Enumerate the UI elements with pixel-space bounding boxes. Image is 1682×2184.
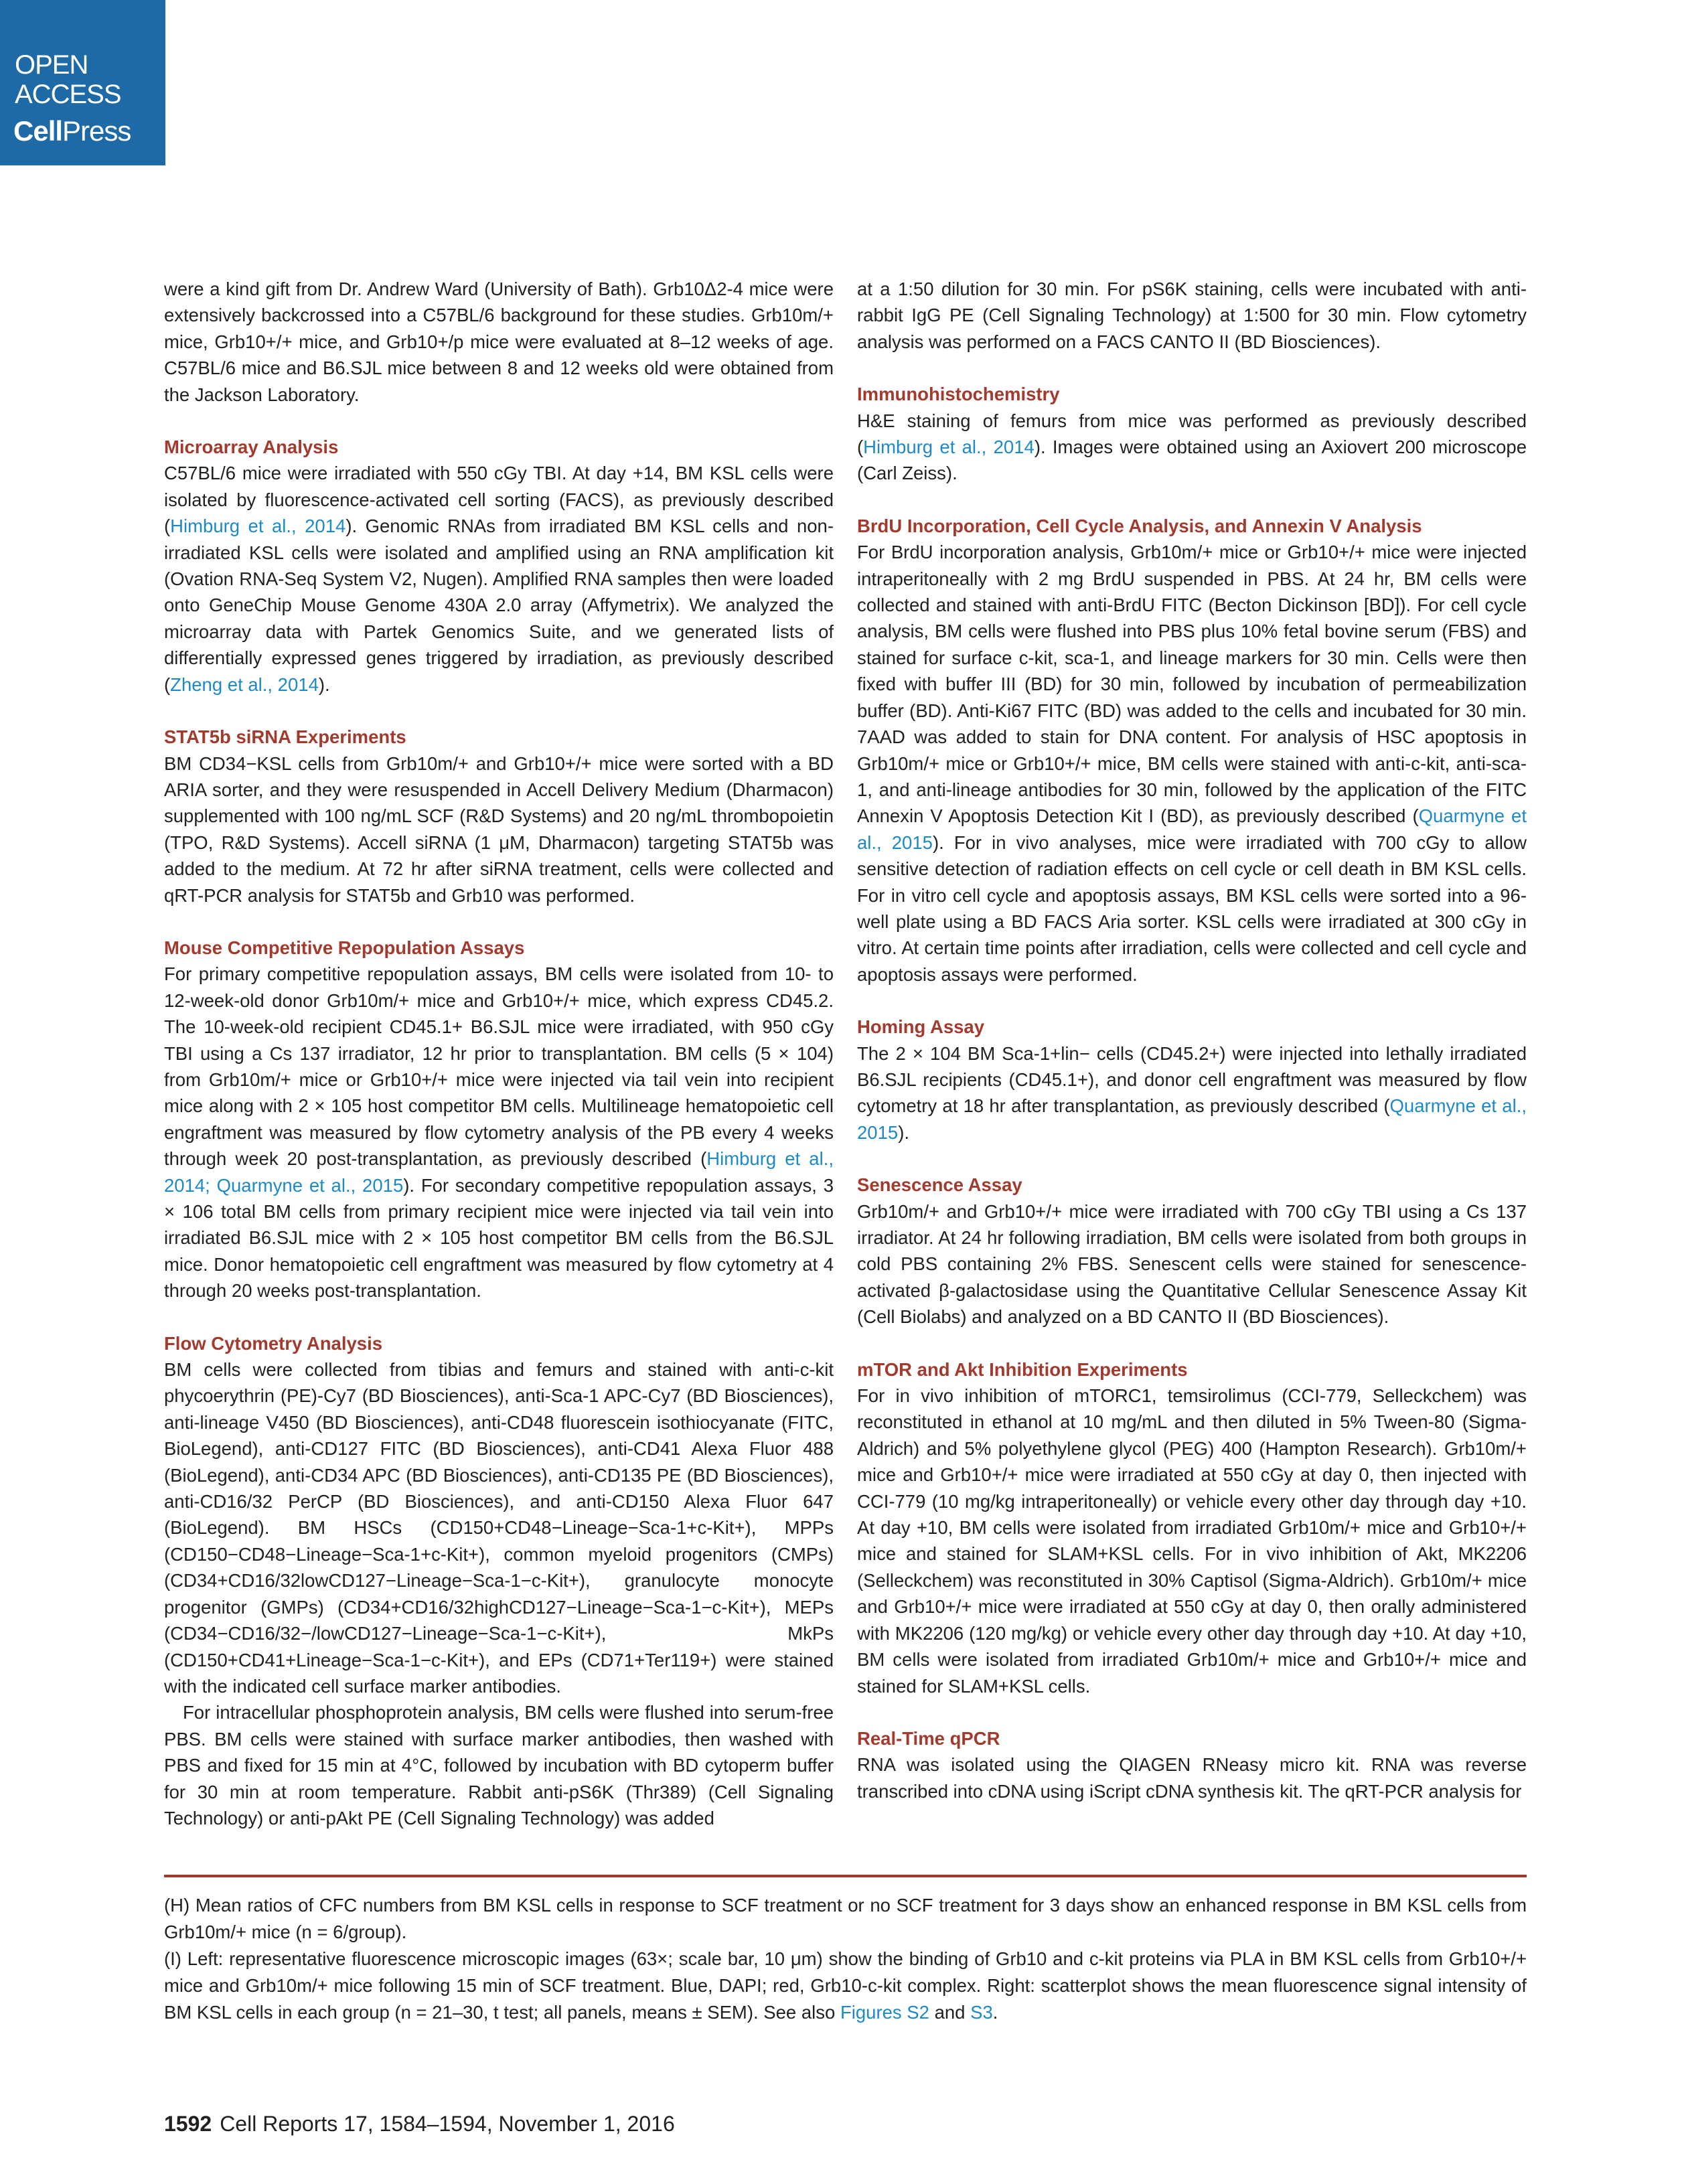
section-continuation (857, 276, 1527, 355)
paragraph: RNA was isolated using the QIAGEN RNeasy micro kit. RNA was reverse transcribed into cDNA using iScript cDNA synthesis kit. The qRT-PCR analysis for (857, 1754, 1527, 1802)
text-run: H&E staining of femurs from mice was performed as previously described ( (857, 410, 1527, 458)
citation-link[interactable]: Zheng et al., 2014 (170, 674, 319, 695)
badge-access-label: ACCESS (15, 80, 121, 109)
section-brdu (857, 487, 1527, 988)
citation-link[interactable]: Quarmyne et al., 2015 (857, 805, 1527, 853)
section-heading: Mouse Competitive Repopulation Assays (164, 937, 525, 958)
text-run: For primary competitive repopulation assays, BM cells were isolated from 10- to 12-week-old donor Grb10m/+ mice and Grb10+/+ mice, which express CD45.2. The 10-week-old recipient CD45.1+ B6.SJL mice were irradiated, with 950 cGy TBI using a Cs 137 irradiator, 12 hr prior to transplantation. BM cells (5 × 104) from Grb10m/+ mice or Grb10+/+ mice were injected via tail vein into recipient mice along with 2 × 105 host competitor BM cells. Multilineage hematopoietic cell engraftment was measured by flow cytometry analysis of the PB every 4 weeks through week 20 post-transplantation, as previously described ( (164, 963, 834, 1170)
section-heading: mTOR and Akt Inhibition Experiments (857, 1358, 1188, 1380)
text-run: The 2 × 104 BM Sca-1+lin− cells (CD45.2+) were injected into lethally irradiated B6.SJL recipients (CD45.1+), and donor cell engraftment was measured by flow cytometry at 18 hr after transplantation, as previously described ( (857, 1042, 1527, 1117)
text-run: . (992, 2002, 998, 2023)
text-run: (I) Left: representative fluorescence microscopic images (63×; scale bar, 10 μm) show the binding of Grb10 and c-kit proteins via PLA in BM KSL cells from Grb10+/+ mice and Grb10m/+ mice following 15 min of SCF treatment. Blue, DAPI; red, Grb10-c-kit complex. Right: scatterplot shows the mean fluorescence signal intensity of BM KSL cells in each group (n = 21–30, t test; all panels, means ± SEM). See also (164, 1948, 1527, 2023)
section-repopulation (164, 909, 834, 1304)
section-heading: BrdU Incorporation, Cell Cycle Analysis, and Annexin V Analysis (857, 515, 1422, 536)
text-run: ). For secondary competitive repopulation assays, 3 × 106 total BM cells from primary recipient mice were injected via tail vein into irradiated B6.SJL mice with 2 × 105 host competitor BM cells from the B6.SJL mice. Donor hematopoietic cell engraftment was measured by flow cytometry at 4 through 20 weeks post-transplantation. (164, 1174, 834, 1302)
logo-press: Press (62, 115, 131, 147)
left-column (164, 276, 834, 1831)
paragraph (164, 961, 834, 1304)
journal-citation: Cell Reports 17, 1584–1594, November 1, 2016 (220, 2112, 675, 2136)
paragraph (857, 539, 1527, 988)
text-run: ). (898, 1121, 909, 1143)
citation-link[interactable]: Quarmyne et al., 2015 (857, 1095, 1527, 1143)
paragraph: were a kind gift from Dr. Andrew Ward (University of Bath). Grb10Δ2-4 mice were extensively backcrossed into a C57BL/6 background for these studies. Grb10m/+ mice, Grb10+/+ mice, and Grb10+/p mice were evaluated at 8–12 weeks of age. C57BL/6 mice and B6.SJL mice between 8 and 12 weeks old were obtained from the Jackson Laboratory. (164, 279, 834, 405)
paragraph: BM CD34−KSL cells from Grb10m/+ and Grb10+/+ mice were sorted with a BD ARIA sorter, and they were resuspended in Accell Delivery Medium (Dharmacon) supplemented with 100 ng/mL SCF (R&D Systems) and 20 ng/mL thrombopoietin (TPO, R&D Systems). Accell siRNA (1 μM, Dharmacon) targeting STAT5b was added to the medium. At 72 hr after siRNA treatment, cells were collected and qRT-PCR analysis for STAT5b and Grb10 was performed. (164, 753, 834, 906)
text-run: C57BL/6 mice were irradiated with 550 cGy TBI. At day +14, BM KSL cells were isolated by fluorescence-activated cell sorting (FACS), as previously described ( (164, 463, 834, 537)
right-column (857, 276, 1527, 1804)
section-heading: Immunohistochemistry (857, 384, 1060, 405)
text-run: ). For in vivo analyses, mice were irradiated with 700 cGy to allow sensitive detection of radiation effects on cell cycle or cell death in BM KSL cells. For in vitro cell cycle and apoptosis assays, BM KSL cells were sorted into a 96-well plate using a BD FACS Aria sorter. KSL cells were irradiated at 300 cGy in vitro. At certain time points after irradiation, cells were collected and cell cycle and apoptosis assays were performed. (857, 832, 1527, 985)
page-footer (164, 2110, 675, 2137)
logo-cell: Cell (13, 115, 63, 147)
section-heading: Flow Cytometry Analysis (164, 1332, 383, 1354)
section-heading: Microarray Analysis (164, 437, 339, 458)
figure-link[interactable]: Figures S2 (840, 2002, 929, 2023)
section-microarray (164, 408, 834, 698)
paragraph (164, 460, 834, 698)
cellpress-logo (13, 115, 131, 147)
section-qpcr (857, 1699, 1527, 1804)
text-run: ). (318, 674, 330, 695)
citation-link[interactable]: Himburg et al., 2014 (863, 437, 1035, 458)
figure-caption (164, 1892, 1527, 2026)
section-immunohistochemistry (857, 355, 1527, 487)
paragraph: For in vivo inhibition of mTORC1, temsirolimus (CCI-779, Selleckchem) was reconstituted in ethanol at 10 mg/mL and then diluted in 5% Tween-80 (Sigma-Aldrich) and 5% polyethylene glycol (PEG) 400 (Hampton Research). Grb10m/+ mice and Grb10+/+ mice were irradiated at 550 cGy at day 0, then injected with CCI-779 (10 mg/kg intraperitoneally) or vehicle every other day through day +10. At day +10, BM cells were isolated from irradiated Grb10m/+ mice and Grb10+/+ mice and stained for SLAM+KSL cells. For in vivo inhibition of Akt, MK2206 (Selleckchem) was reconstituted in 30% Captisol (Sigma-Aldrich). Grb10m/+ mice and Grb10+/+ mice were irradiated at 550 cGy at day 0, then orally administered with MK2206 (120 mg/kg) or vehicle every other day through day +10. At day +10, BM cells were isolated from irradiated Grb10m/+ mice and Grb10+/+ mice and stained for SLAM+KSL cells. (857, 1385, 1527, 1697)
paragraph: Grb10m/+ and Grb10+/+ mice were irradiated with 700 cGy TBI using a Cs 137 irradiator. At 24 hr following irradiation, BM cells were isolated from both groups in cold PBS containing 2% FBS. Senescent cells were stained for senescence-activated β-galactosidase using the Quantitative Cellular Senescence Assay Kit (Cell Biolabs) and analyzed on a BD CANTO II (BD Biosciences). (857, 1200, 1527, 1328)
page-number: 1592 (164, 2112, 212, 2136)
citation-link[interactable]: Himburg et al., 2014; Quarmyne et al., 2015 (164, 1148, 834, 1196)
section-senescence (857, 1146, 1527, 1330)
section-heading: Real-Time qPCR (857, 1727, 1000, 1749)
section-heading: Senescence Assay (857, 1174, 1022, 1196)
section-heading: STAT5b siRNA Experiments (164, 726, 406, 748)
figure-link[interactable]: S3 (970, 2002, 993, 2023)
text-run: For BrdU incorporation analysis, Grb10m/+ mice or Grb10+/+ mice were injected intraperitoneally with 2 mg BrdU suspended in PBS. At 24 hr, BM cells were collected and stained with anti-BrdU FITC (Becton Dickinson [BD]). For cell cycle analysis, BM cells were flushed into PBS plus 10% fetal bovine serum (FBS) and stained for surface c-kit, sca-1, and lineage markers for 30 min. Cells were then fixed with buffer III (BD) for 30 min, followed by incubation of permeabilization buffer (BD). Anti-Ki67 FITC (BD) was added to the cells and incubated for 30 min. 7AAD was added to stain for DNA content. For analysis of HSC apoptosis in Grb10m/+ mice or Grb10+/+ mice, BM cells were stained with anti-c-kit, anti-sca-1, and anti-lineage antibodies for 30 min, followed by the application of the FITC Annexin V Apoptosis Detection Kit I (BD), as previously described ( (857, 542, 1527, 827)
text-run: ). Images were obtained using an Axiovert 200 microscope (Carl Zeiss). (857, 437, 1527, 484)
caption-divider (164, 1875, 1527, 1877)
paragraph (857, 408, 1527, 487)
paragraph: For intracellular phosphoprotein analysis, BM cells were flushed into serum-free PBS. BM cells were stained with surface marker antibodies, then washed with PBS and fixed for 15 min at 4°C, followed by incubation with BD cytoperm buffer for 30 min at room temperature. Rabbit anti-pS6K (Thr389) (Cell Signaling Technology) or anti-pAkt PE (Cell Signaling Technology) was added (164, 1702, 834, 1828)
section-stat5b (164, 698, 834, 909)
open-access-badge (0, 0, 165, 165)
paragraph (857, 1040, 1527, 1146)
section-heading: Homing Assay (857, 1016, 985, 1038)
section-mtor-akt (857, 1330, 1527, 1699)
caption-panel-h: (H) Mean ratios of CFC numbers from BM KSL cells in response to SCF treatment or no SCF treatment for 3 days show an enhanced response in BM KSL cells from Grb10m/+ mice (n = 6/group). (164, 1895, 1527, 1942)
paragraph: at a 1:50 dilution for 30 min. For pS6K staining, cells were incubated with anti-rabbit IgG PE (Cell Signaling Technology) at 1:500 for 30 min. Flow cytometry analysis was performed on a FACS CANTO II (BD Biosciences). (857, 279, 1527, 352)
caption-panel-i (164, 1946, 1527, 2026)
section-flow-cytometry (164, 1304, 834, 1832)
section-homing (857, 988, 1527, 1146)
text-run: ). Genomic RNAs from irradiated BM KSL cells and non-irradiated KSL cells were isolated and amplified using an RNA amplification kit (Ovation RNA-Seq System V2, Nugen). Amplified RNA samples then were loaded onto GeneChip Mouse Genome 430A 2.0 array (Affymetrix). We analyzed the microarray data with Partek Genomics Suite, and we generated lists of differentially expressed genes triggered by irradiation, as previously described ( (164, 516, 834, 695)
section-continuation (164, 276, 834, 408)
badge-open-label: OPEN (15, 50, 88, 80)
paragraph: BM cells were collected from tibias and femurs and stained with anti-c-kit phycoerythrin (PE)-Cy7 (BD Biosciences), anti-Sca-1 APC-Cy7 (BD Biosciences), anti-lineage V450 (BD Biosciences), anti-CD48 fluorescein isothiocyanate (FITC, BioLegend), anti-CD127 FITC (BD Biosciences), anti-CD41 Alexa Fluor 488 (BioLegend), anti-CD34 APC (BD Biosciences), anti-CD135 PE (BD Biosciences), anti-CD16/32 PerCP (BD Biosciences), and anti-CD150 Alexa Fluor 647 (BioLegend). BM HSCs (CD150+CD48−Lineage−Sca-1+c-Kit+), MPPs (CD150−CD48−Lineage−Sca-1+c-Kit+), common myeloid progenitors (CMPs) (CD34+CD16/32lowCD127−Lineage−Sca-1−c-Kit+), granulocyte monocyte progenitor (GMPs) (CD34+CD16/32highCD127−Lineage−Sca-1−c-Kit+), MEPs (CD34−CD16/32−/lowCD127−Lineage−Sca-1−c-Kit+), MkPs (CD150+CD41+Lineage−Sca-1−c-Kit+), and EPs (CD71+Ter119+) were stained with the indicated cell surface marker antibodies. (164, 1359, 834, 1697)
text-run: and (929, 2002, 971, 2023)
citation-link[interactable]: Himburg et al., 2014 (170, 516, 346, 537)
